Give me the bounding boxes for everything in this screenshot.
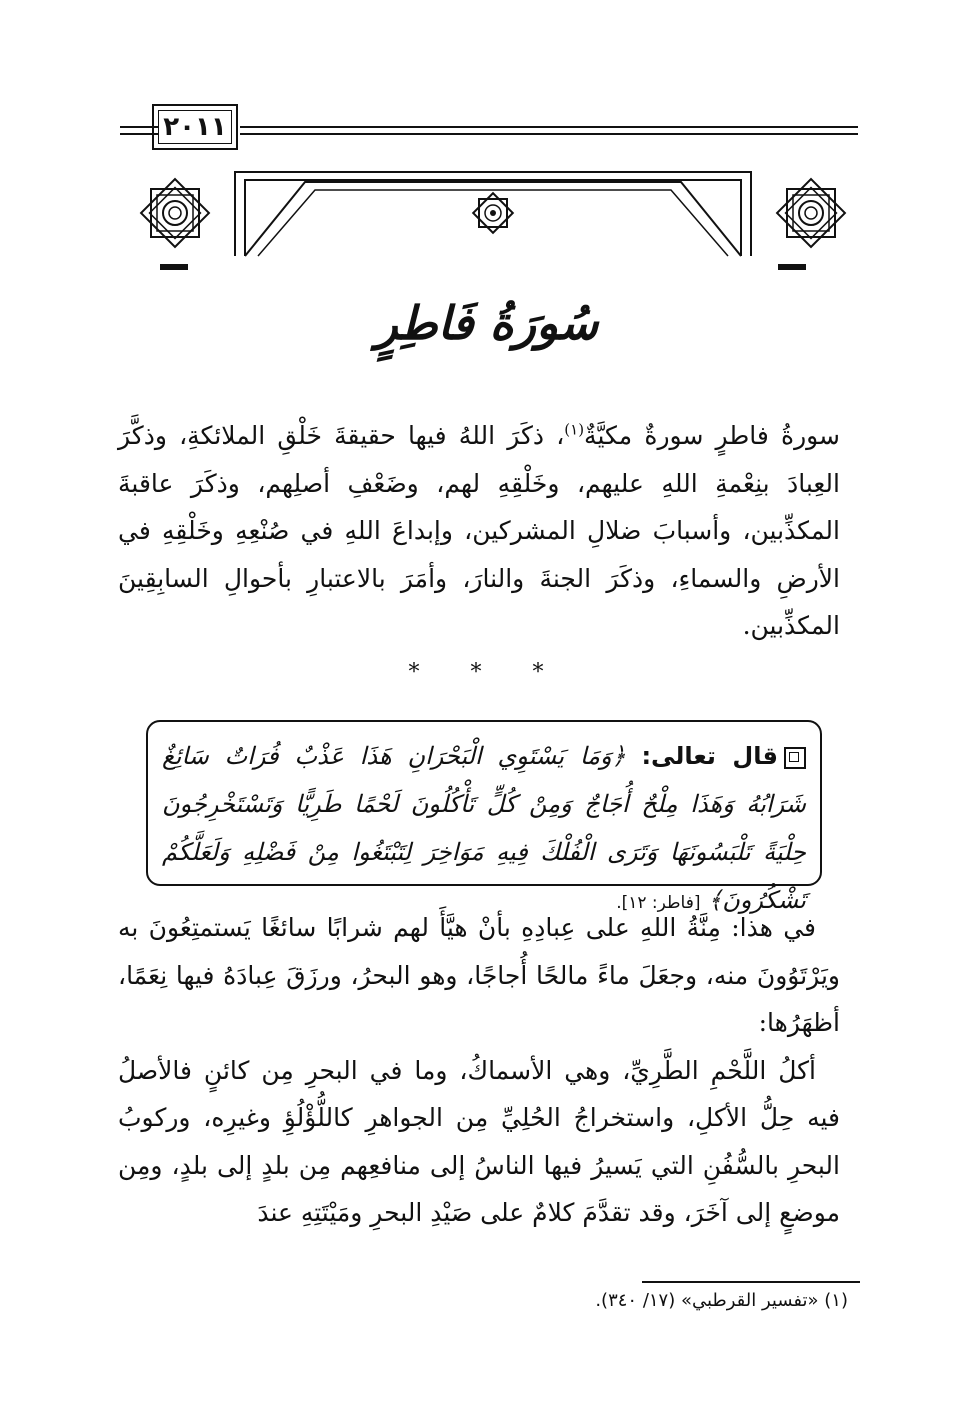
header-rule-right xyxy=(240,126,858,135)
surah-title: سُورَةُ فَاطِرٍ xyxy=(375,296,599,350)
page-number: ٢٠١١ xyxy=(163,112,227,142)
body-paragraph: في هذا: مِنَّةُ اللهِ على عِبادِهِ بأنْ هيَّأَ لهم شرابًا سائغًا يَستمتِعُونَ به ويَرْتَوُونَ منه، وجعَلَ ماءً مالحًا أُجاجًا، وهو البحرُ، ورزَقَ عِبادَهُ فيها نِعَمًا، أظهَرُها: xyxy=(118,913,840,1037)
footnote-reference: (١) xyxy=(564,420,585,439)
page-number-row xyxy=(112,104,858,154)
footnote-divider xyxy=(642,1281,860,1283)
intro-text-rest: ، ذكَرَ اللهُ فيها حقيقةَ خَلْقِ الملائكةِ، وذكَّرَ العِبادَ بنِعْمةِ اللهِ عليهم، وخَلْقِهِ لهم، وضَعْفِ أصلِهم، وذكَرَ عاقبةَ المكذِّبين، وأسبابَ ضلالِ المشركين، وإبداعَ اللهِ في صُنْعِهِ وخَلْقِهِ في الأرضِ والسماءِ، وذكَرَ الجنةَ والنارَ، وأمَرَ بالاعتبارِ بأحوالِ السابِقِينَ المكذِّبين. xyxy=(118,421,840,640)
verse-reference: [فاطر: ١٢]. xyxy=(616,893,701,913)
body-paragraph: أكلُ اللَّحْمِ الطَّرِيِّ، وهي الأسماكُ، وما في البحرِ مِن كائنٍ فالأصلُ فيه حِلُّ الأكلِ، واستخراجُ الحُلِيِّ مِن الجواهرِ كاللُّؤْلُؤِ وغيرِه، وركوبُ البحرِ بالسُّفُنِ التي يَسيرُ فيها الناسُ إلى منافعِهم مِن بلدٍ إلى بلدٍ، ومِن موضعٍ إلى آخَرَ، وقد تقدَّمَ كلامٌ على صَيْدِ البحرِ ومَيْتَتِهِ عندَ xyxy=(118,1055,840,1227)
verse-text: ﴿وَمَا يَسْتَوِي الْبَحْرَانِ هَذَا عَذْبٌ فُرَاتٌ سَائِغٌ شَرَابُهُ وَهَذَا مِلْحٌ أُجَاجٌ وَمِنْ كُلٍّ تَأْكُلُونَ لَحْمًا طَرِيًّا وَتَسْتَخْرِجُونَ حِلْيَةً تَلْبَسُونَهَا وَتَرَى الْفُلْكَ فِيهِ مَوَاخِرَ لِتَبْتَغُوا مِنْ فَضْلِهِ وَلَعَلَّكُمْ تَشْكُرُونَ﴾ xyxy=(162,742,806,914)
surah-banner-ornament xyxy=(120,166,866,276)
section-separator: * * * xyxy=(408,660,566,685)
intro-paragraph xyxy=(118,412,840,650)
footnote: (١) «تفسير القرطبي» (١٧/ ٣٤٠). xyxy=(595,1290,848,1311)
verse-lead: قال تعالى: xyxy=(641,742,778,770)
commentary-body xyxy=(118,904,840,1237)
intro-text-start: سورةُ فاطرٍ سورةٌ مكيَّةٌ xyxy=(584,421,841,450)
star-rosette-icon xyxy=(770,172,852,254)
quran-verse-box xyxy=(146,720,822,914)
page-number-frame xyxy=(152,104,238,150)
small-rosette-icon xyxy=(468,188,518,238)
verse-marker-icon xyxy=(784,747,806,769)
star-rosette-icon xyxy=(134,172,216,254)
